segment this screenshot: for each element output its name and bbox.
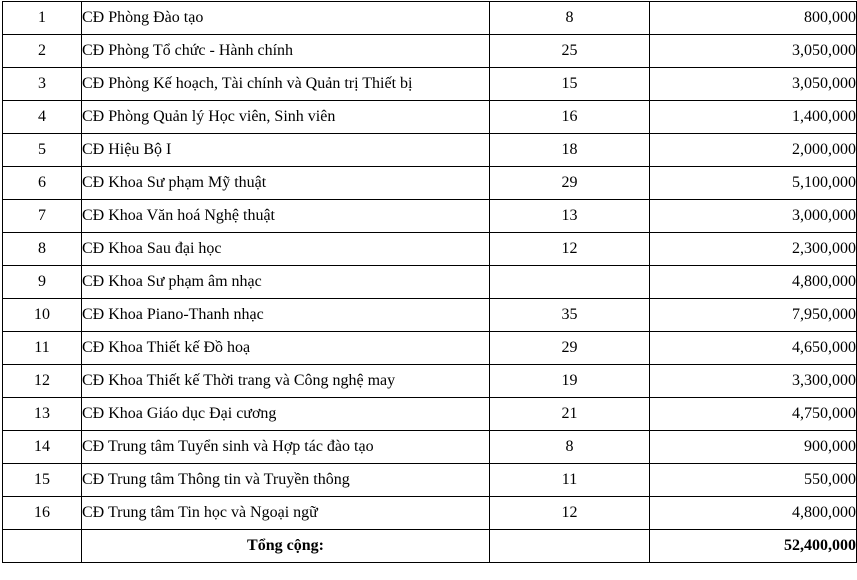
row-number: 14 <box>3 431 82 464</box>
member-count: 35 <box>490 299 650 332</box>
row-number: 6 <box>3 167 82 200</box>
unit-name: CĐ Khoa Văn hoá Nghệ thuật <box>82 200 490 233</box>
row-number: 10 <box>3 299 82 332</box>
table-row <box>3 398 857 431</box>
amount: 3,000,000 <box>650 200 857 233</box>
total-amount: 52,400,000 <box>650 530 857 563</box>
member-count: 8 <box>490 2 650 35</box>
amount: 4,800,000 <box>650 266 857 299</box>
row-number: 3 <box>3 68 82 101</box>
unit-name: CĐ Khoa Thiết kế Thời trang và Công nghệ may <box>82 365 490 398</box>
unit-name: CĐ Phòng Quản lý Học viên, Sinh viên <box>82 101 490 134</box>
amount: 800,000 <box>650 2 857 35</box>
allocation-table <box>2 1 857 563</box>
member-count: 21 <box>490 398 650 431</box>
table-row <box>3 497 857 530</box>
unit-name: CĐ Khoa Thiết kế Đồ hoạ <box>82 332 490 365</box>
amount: 4,750,000 <box>650 398 857 431</box>
table-row <box>3 299 857 332</box>
amount: 3,050,000 <box>650 68 857 101</box>
row-number: 13 <box>3 398 82 431</box>
unit-name: CĐ Phòng Đào tạo <box>82 2 490 35</box>
amount: 3,050,000 <box>650 35 857 68</box>
table-body <box>3 2 857 563</box>
table-row <box>3 134 857 167</box>
row-number: 15 <box>3 464 82 497</box>
amount: 3,300,000 <box>650 365 857 398</box>
table-row <box>3 266 857 299</box>
amount: 7,950,000 <box>650 299 857 332</box>
total-qty-cell <box>490 530 650 563</box>
member-count: 12 <box>490 497 650 530</box>
table-row <box>3 464 857 497</box>
row-number: 7 <box>3 200 82 233</box>
member-count: 12 <box>490 233 650 266</box>
unit-name: CĐ Khoa Sư phạm Mỹ thuật <box>82 167 490 200</box>
member-count: 19 <box>490 365 650 398</box>
member-count: 29 <box>490 167 650 200</box>
unit-name: CĐ Phòng Tổ chức - Hành chính <box>82 35 490 68</box>
member-count: 18 <box>490 134 650 167</box>
member-count: 29 <box>490 332 650 365</box>
unit-name: CĐ Khoa Piano-Thanh nhạc <box>82 299 490 332</box>
table-row <box>3 200 857 233</box>
total-label: Tổng cộng: <box>82 530 490 563</box>
member-count: 13 <box>490 200 650 233</box>
row-number: 9 <box>3 266 82 299</box>
row-number: 11 <box>3 332 82 365</box>
row-number: 8 <box>3 233 82 266</box>
member-count: 8 <box>490 431 650 464</box>
amount: 2,300,000 <box>650 233 857 266</box>
row-number: 16 <box>3 497 82 530</box>
unit-name: CĐ Trung tâm Thông tin và Truyền thông <box>82 464 490 497</box>
row-number: 2 <box>3 35 82 68</box>
amount: 5,100,000 <box>650 167 857 200</box>
amount: 900,000 <box>650 431 857 464</box>
unit-name: CĐ Khoa Giáo dục Đại cương <box>82 398 490 431</box>
total-row <box>3 530 857 563</box>
unit-name: CĐ Khoa Sau đại học <box>82 233 490 266</box>
member-count <box>490 266 650 299</box>
table-row <box>3 2 857 35</box>
row-number: 12 <box>3 365 82 398</box>
unit-name: CĐ Hiệu Bộ I <box>82 134 490 167</box>
unit-name: CĐ Phòng Kế hoạch, Tài chính và Quản trị Thiết bị <box>82 68 490 101</box>
amount: 4,650,000 <box>650 332 857 365</box>
unit-name: CĐ Trung tâm Tuyển sinh và Hợp tác đào tạo <box>82 431 490 464</box>
table-row <box>3 431 857 464</box>
table-row <box>3 35 857 68</box>
table-row <box>3 167 857 200</box>
table-row <box>3 233 857 266</box>
amount: 2,000,000 <box>650 134 857 167</box>
row-number: 4 <box>3 101 82 134</box>
amount: 4,800,000 <box>650 497 857 530</box>
member-count: 16 <box>490 101 650 134</box>
table-row <box>3 101 857 134</box>
unit-name: CĐ Trung tâm Tin học và Ngoại ngữ <box>82 497 490 530</box>
row-number: 5 <box>3 134 82 167</box>
member-count: 11 <box>490 464 650 497</box>
amount: 1,400,000 <box>650 101 857 134</box>
table-row <box>3 365 857 398</box>
amount: 550,000 <box>650 464 857 497</box>
table-row <box>3 332 857 365</box>
row-number: 1 <box>3 2 82 35</box>
unit-name: CĐ Khoa Sư phạm âm nhạc <box>82 266 490 299</box>
total-stt-cell <box>3 530 82 563</box>
member-count: 15 <box>490 68 650 101</box>
table-row <box>3 68 857 101</box>
member-count: 25 <box>490 35 650 68</box>
